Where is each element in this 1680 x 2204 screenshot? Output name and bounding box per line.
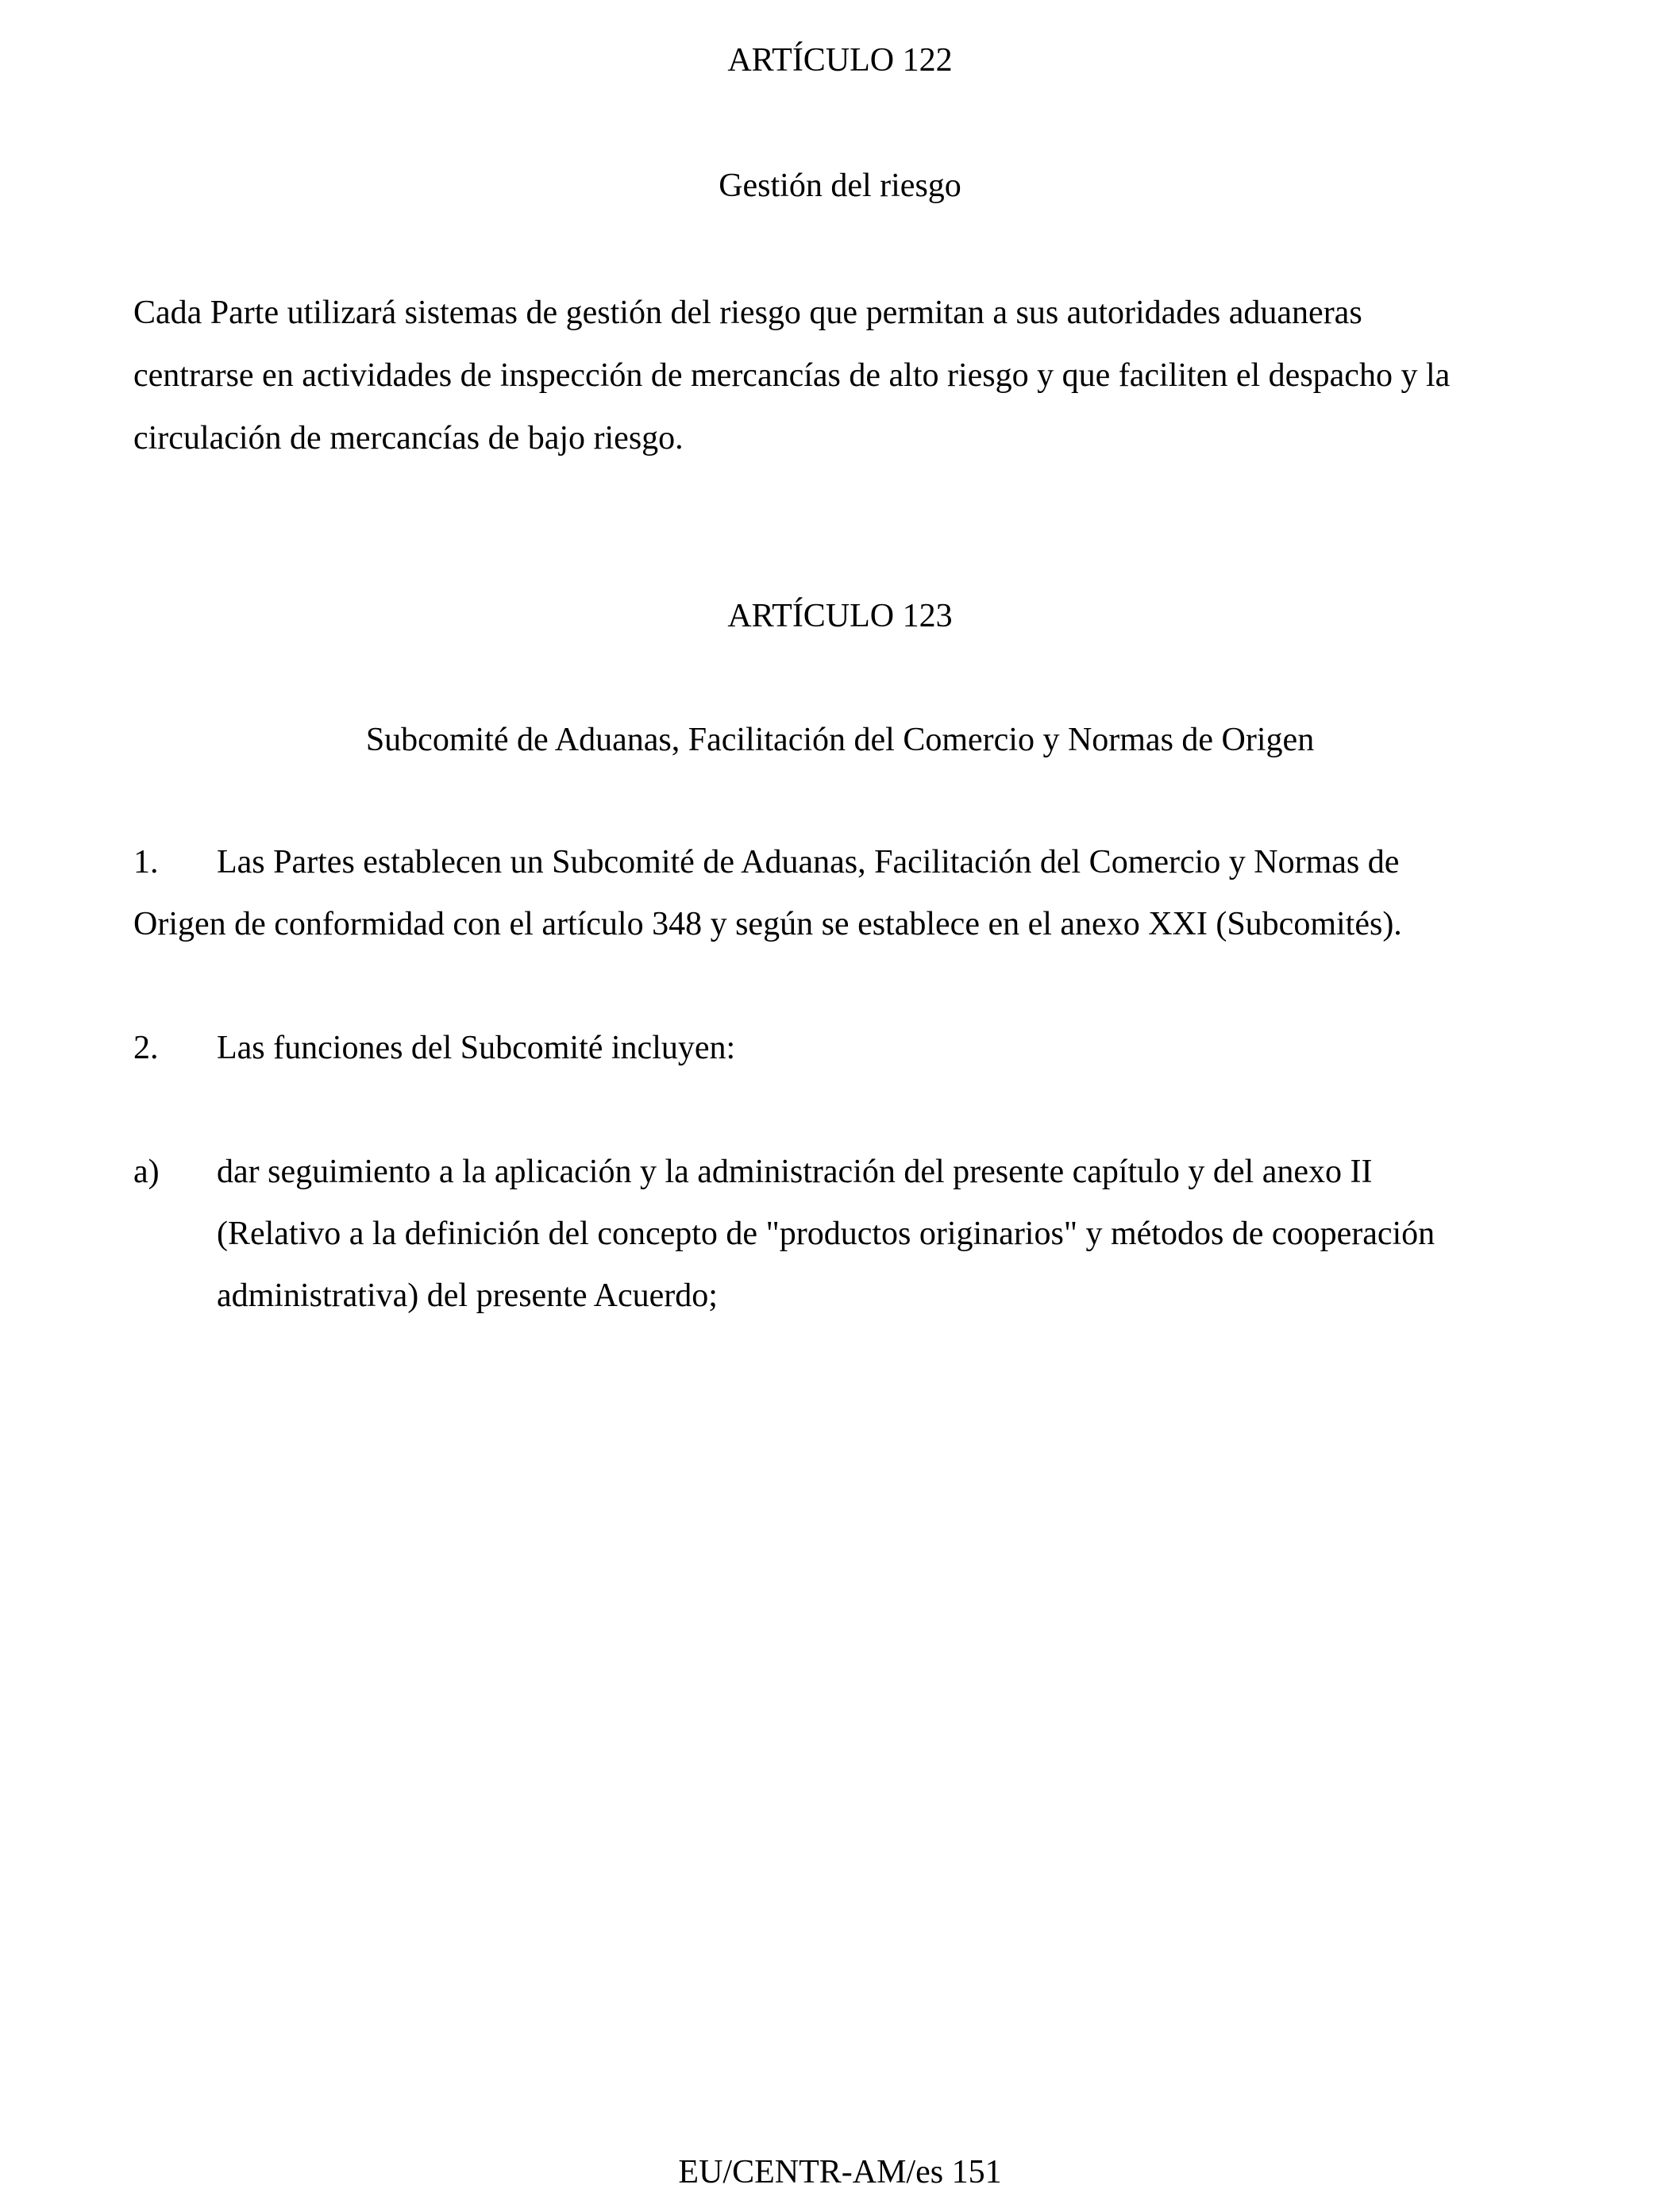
article-122-body-line: circulación de mercancías de bajo riesgo. [133, 420, 684, 457]
article-122-body-line: Cada Parte utilizará sistemas de gestión del riesgo que permitan a sus autoridades aduaneras [133, 295, 1362, 331]
item-2-number: 2. [133, 1030, 159, 1066]
article-122-body-line: centrarse en actividades de inspección de mercancías de alto riesgo y que faciliten el despacho y la [133, 357, 1451, 394]
article-123-title: Subcomité de Aduanas, Facilitación del Comercio y Normas de Origen [365, 722, 1315, 758]
item-a-line: administrativa) del presente Acuerdo; [217, 1277, 718, 1314]
article-122-title: Gestión del riesgo [719, 168, 961, 204]
item-a-letter: a) [133, 1154, 160, 1190]
page-footer-reference: EU/CENTR-AM/es 151 [678, 2154, 1002, 2191]
article-122-body [133, 282, 1555, 470]
item-1-line: Las Partes establecen un Subcomité de Aduanas, Facilitación del Comercio y Normas de [217, 844, 1400, 880]
item-1-number: 1. [133, 844, 159, 880]
item-1-line: Origen de conformidad con el artículo 348 y según se establece en el anexo XXI (Subcomités). [133, 906, 1402, 942]
article-123-heading: ARTÍCULO 123 [727, 598, 953, 634]
item-2-text: Las funciones del Subcomité incluyen: [217, 1030, 736, 1066]
item-a-line: dar seguimiento a la aplicación y la administración del presente capítulo y del anexo II [217, 1154, 1373, 1190]
article-122-heading: ARTÍCULO 122 [727, 42, 953, 79]
item-a-line: (Relativo a la definición del concepto de "productos originarios" y métodos de cooperación [217, 1216, 1435, 1252]
